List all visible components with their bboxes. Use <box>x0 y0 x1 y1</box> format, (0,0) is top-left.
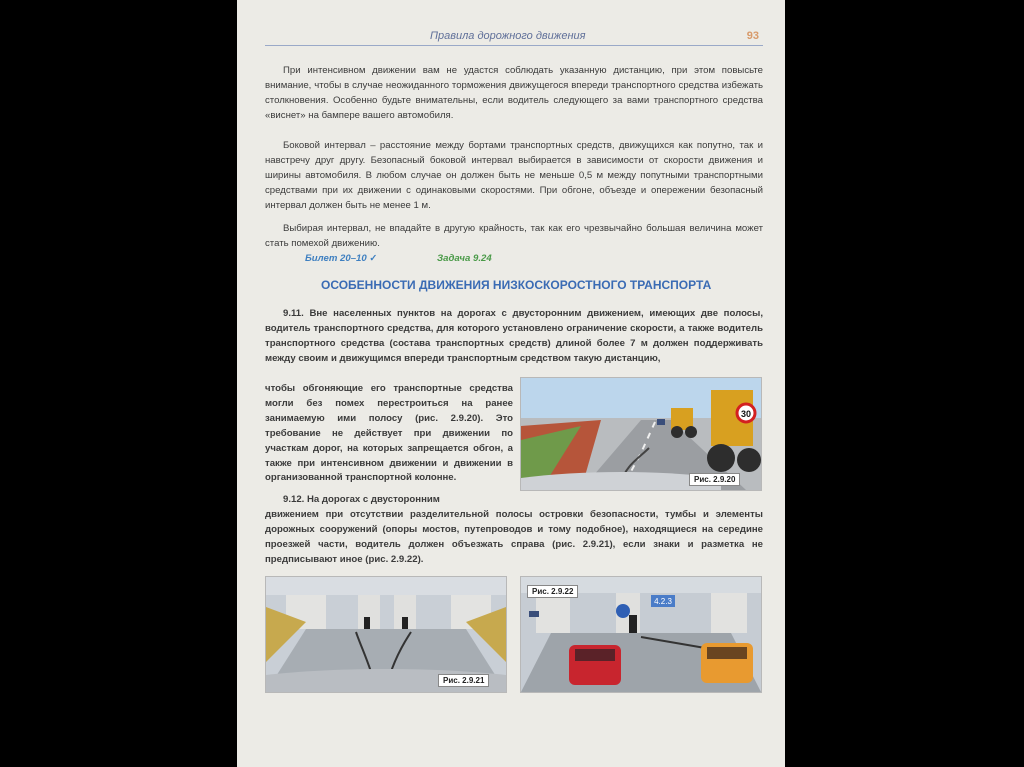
caption-2-9-21: Рис. 2.9.21 <box>438 674 489 687</box>
rule-9-12-text: движением при отсутствии разделительной полосы островки безопасности, тумбы и элементы дорожных сооружений (опоры мостов, путепроводов и тому подобное), находящиеся на середине проезжей части, водитель должен объезжать справа (рис. 2.9.21), если знаки и разметка не предписывают иное (рис. 2.9.22). <box>265 509 763 565</box>
caption-2-9-22: Рис. 2.9.22 <box>527 585 578 598</box>
rule-9-11-continued: чтобы обгоняющие его транспортные средства могли без помех перестроиться на ранее занимаемую ими полосу (рис. 2.9.20). Это требование не действует при движении по участкам дорог, на которых запрещается обгон, а также при интенсивном движении и движении в организованной транспортной колонне. <box>265 383 513 484</box>
rule-9-12-start: 9.12. На дорогах с двусторонним <box>283 494 440 505</box>
running-title: Правила дорожного движения <box>430 30 586 42</box>
speed-sign-value: 30 <box>740 409 752 419</box>
rule-9-11-text: 9.11. Вне населенных пунктов на дорогах с двусторонним движением, имеющих две полосы, водитель транспортного средства, для которого установлено ограничение скорости, а также водитель транспортного средства (состава транспортных средств) длиной более 7 м должен поддерживать между своим и движущимся впереди транспортным средством такую дистанцию, <box>265 308 763 364</box>
task-reference: Задача 9.24 <box>437 253 492 264</box>
page-number: 93 <box>746 30 759 42</box>
figure-2-9-22 <box>520 576 762 693</box>
ticket-label: Билет 20–10 <box>305 253 367 264</box>
paragraph-1: При интенсивном движении вам не удастся соблюдать указанную дистанцию, при этом повысьте внимание, чтобы в случае неожиданного торможения движущегося впереди транспортного средства избежать столкновения. Особенно будьте внимательны, если водитель следующего за вами транспортного средства «виснет» на бампере вашего автомобиля. <box>265 65 763 121</box>
paragraph-3: Выбирая интервал, не впадайте в другую крайность, так как его чрезвычайно большая величина может стать помехой движению. <box>265 223 763 249</box>
sign-4-2-3: 4.2.3 <box>654 597 672 606</box>
section-heading: ОСОБЕННОСТИ ДВИЖЕНИЯ НИЗКОСКОРОСТНОГО ТРАНСПОРТА <box>321 278 712 292</box>
figure-2-9-21 <box>265 576 507 693</box>
page-header <box>265 27 763 46</box>
caption-2-9-20: Рис. 2.9.20 <box>689 473 740 486</box>
figure-2-9-20 <box>520 377 762 491</box>
check-icon: ✓ <box>369 253 378 264</box>
paragraph-2: Боковой интервал – расстояние между бортами транспортных средств, движущихся как попутно, так и навстречу друг другу. Безопасный боковой интервал выбирается в зависимости от скорости движения и ширины автомобиля. В любом случае он должен быть не меньше 0,5 м между попутными транспортными средствами при их движении с одинаковыми скоростями. При обгоне, объезде и опережении безопасный интервал должен быть не менее 1 м. <box>265 140 763 211</box>
book-page <box>237 0 785 767</box>
ticket-reference <box>305 253 377 264</box>
